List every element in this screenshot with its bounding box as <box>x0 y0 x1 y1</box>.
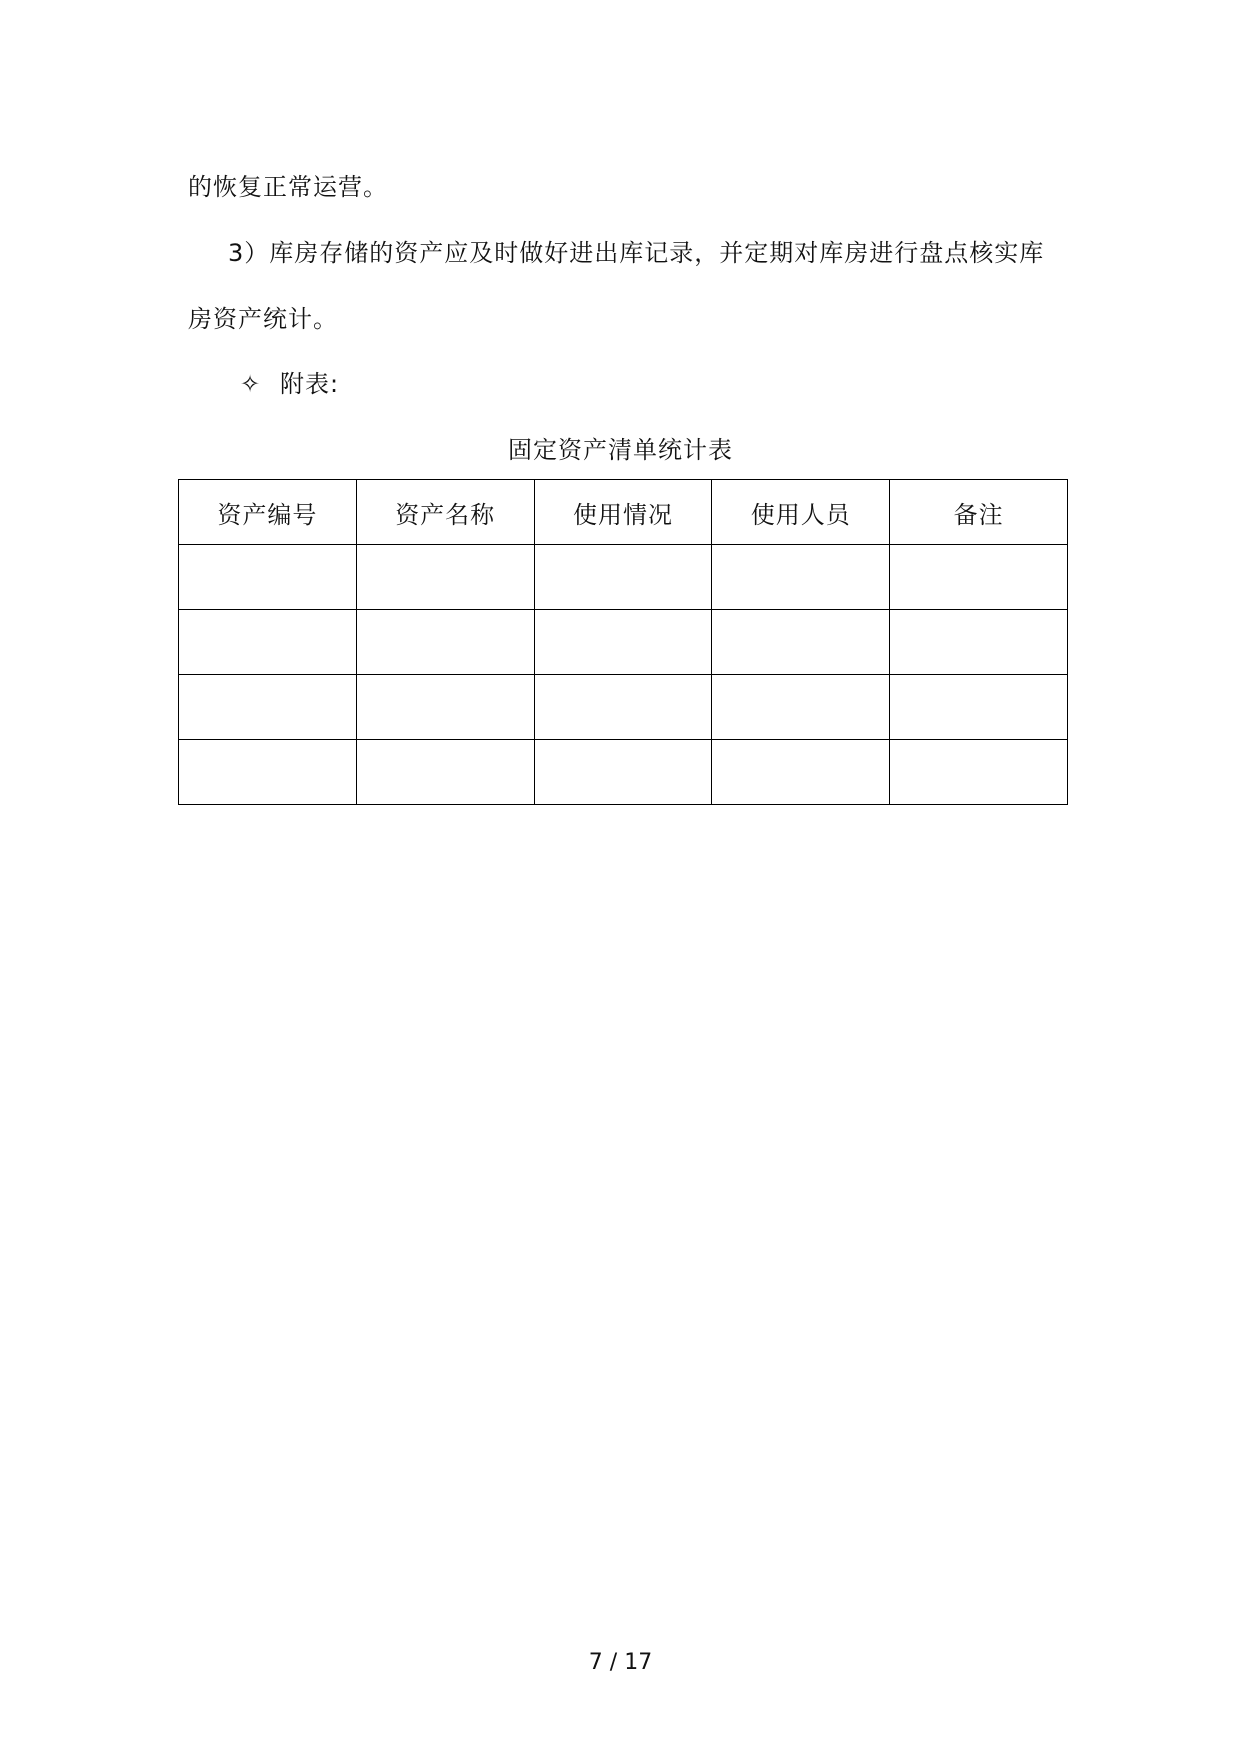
table-cell <box>534 740 712 805</box>
header-user: 使用人员 <box>712 480 890 545</box>
table-cell <box>179 545 357 610</box>
asset-table <box>178 479 1068 805</box>
table-cell <box>534 675 712 740</box>
table-cell <box>712 740 890 805</box>
table-cell <box>179 675 357 740</box>
paragraph-line: 3）库房存储的资产应及时做好进出库记录，并定期对库房进行盘点核实库 <box>228 239 1045 267</box>
table-header-row <box>179 480 1068 545</box>
table-cell <box>356 740 534 805</box>
diamond-bullet-icon: ✧ <box>240 370 262 398</box>
table-cell <box>890 545 1068 610</box>
table-cell <box>890 740 1068 805</box>
table-cell <box>890 675 1068 740</box>
table-row <box>179 675 1068 740</box>
table-row <box>179 610 1068 675</box>
header-asset-name: 资产名称 <box>356 480 534 545</box>
table-cell <box>890 610 1068 675</box>
header-asset-id: 资产编号 <box>179 480 357 545</box>
header-remarks: 备注 <box>890 480 1068 545</box>
header-usage-status: 使用情况 <box>534 480 712 545</box>
paragraph-line: 房资产统计。 <box>188 305 338 333</box>
table-row <box>179 545 1068 610</box>
table-cell <box>356 545 534 610</box>
table-cell <box>179 740 357 805</box>
table-cell <box>712 545 890 610</box>
table-cell <box>534 610 712 675</box>
table-cell <box>534 545 712 610</box>
appendix-bullet <box>240 369 339 399</box>
table-title: 固定资产清单统计表 <box>508 436 733 464</box>
page-number: 7 / 17 <box>588 1650 653 1675</box>
table-cell <box>356 610 534 675</box>
table-cell <box>712 675 890 740</box>
table-cell <box>356 675 534 740</box>
table-row <box>179 740 1068 805</box>
appendix-label: 附表: <box>280 370 340 398</box>
paragraph-line: 的恢复正常运营。 <box>188 173 388 201</box>
table-cell <box>712 610 890 675</box>
table-cell <box>179 610 357 675</box>
